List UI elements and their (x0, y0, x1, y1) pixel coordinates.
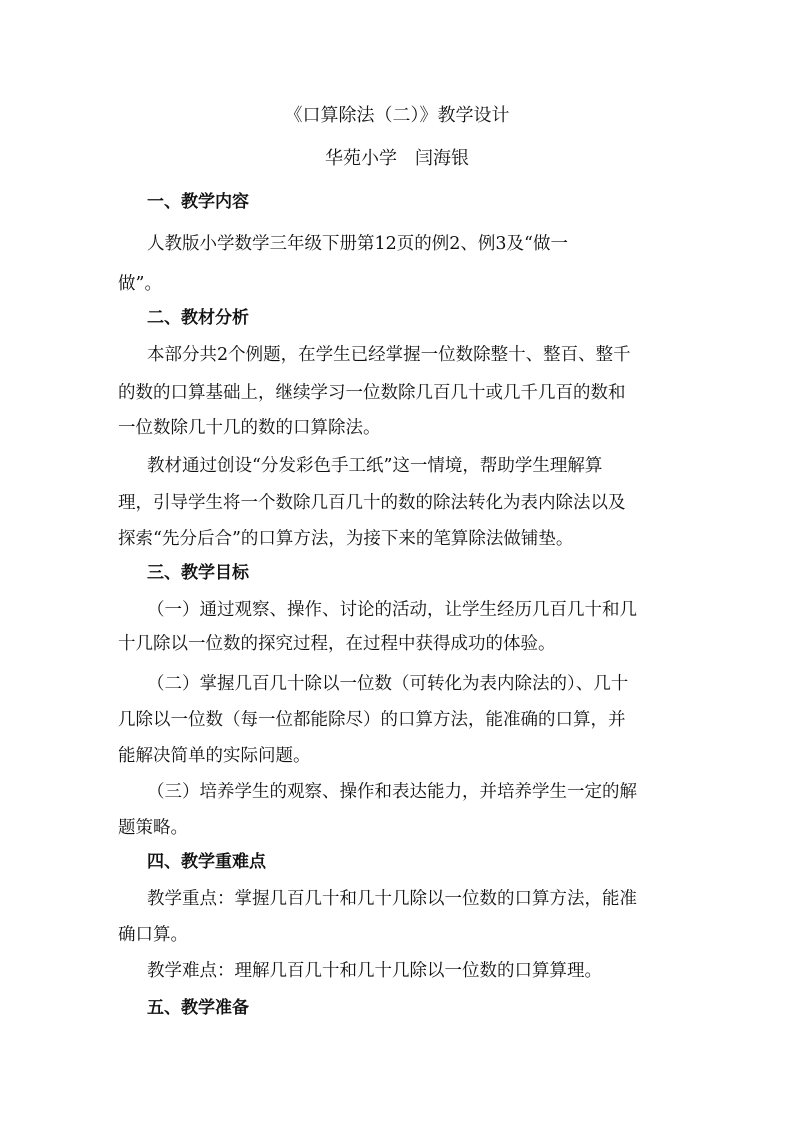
paragraph-line: 教学重点：掌握几百几十和几十几除以一位数的口算方法，能准 (147, 889, 637, 909)
paragraph-line: 的数的口算基础上，继续学习一位数除几百几十或几千几百的数和 (118, 383, 626, 403)
section-heading-content: 一、教学内容 (147, 192, 249, 212)
paragraph-line: 题策略。 (118, 818, 188, 838)
paragraph-line: 做”。 (118, 274, 162, 294)
section-heading-preparation: 五、教学准备 (147, 998, 249, 1018)
paragraph-line: 一位数除几十几的数的口算除法。 (118, 418, 381, 438)
paragraph-line: 教学难点：理解几百几十和几十几除以一位数的口算算理。 (147, 961, 602, 981)
paragraph-line: 探索“先分后合”的口算方法，为接下来的笔算除法做铺垫。 (118, 529, 574, 549)
paragraph-line: 几除以一位数（每一位都能除尽）的口算方法，能准确的口算，并 (118, 710, 626, 730)
paragraph-line: 理，引导学生将一个数除几百几十的数的除法转化为表内除法以及 (118, 493, 626, 513)
paragraph-line: 人教版小学数学三年级下册第12页的例2、例3及“做一 (147, 234, 568, 254)
paragraph-line: （二）掌握几百几十除以一位数（可转化为表内除法的）、几十 (147, 674, 629, 694)
paragraph-line: 本部分共2个例题，在学生已经掌握一位数除整十、整百、整千 (147, 345, 631, 365)
paragraph-line: 十几除以一位数的探究过程，在过程中获得成功的体验。 (118, 634, 556, 654)
paragraph-line: 教材通过创设“分发彩色手工纸”这一情境，帮助学生理解算 (147, 456, 603, 476)
document-title: 《口算除法（二）》教学设计 (284, 105, 510, 126)
paragraph-line: 确口算。 (118, 925, 188, 945)
section-heading-analysis: 二、教材分析 (147, 308, 249, 328)
paragraph-line: 能解决简单的实际问题。 (118, 746, 311, 766)
paragraph-line: （三）培养学生的观察、操作和表达能力，并培养学生一定的解 (147, 782, 637, 802)
paragraph-line: （一）通过观察、操作、讨论的活动，让学生经历几百几十和几 (147, 600, 637, 620)
section-heading-key-points: 四、教学重难点 (147, 852, 266, 872)
section-heading-objectives: 三、教学目标 (147, 563, 249, 583)
document-author: 华苑小学 闫海银 (325, 148, 469, 169)
